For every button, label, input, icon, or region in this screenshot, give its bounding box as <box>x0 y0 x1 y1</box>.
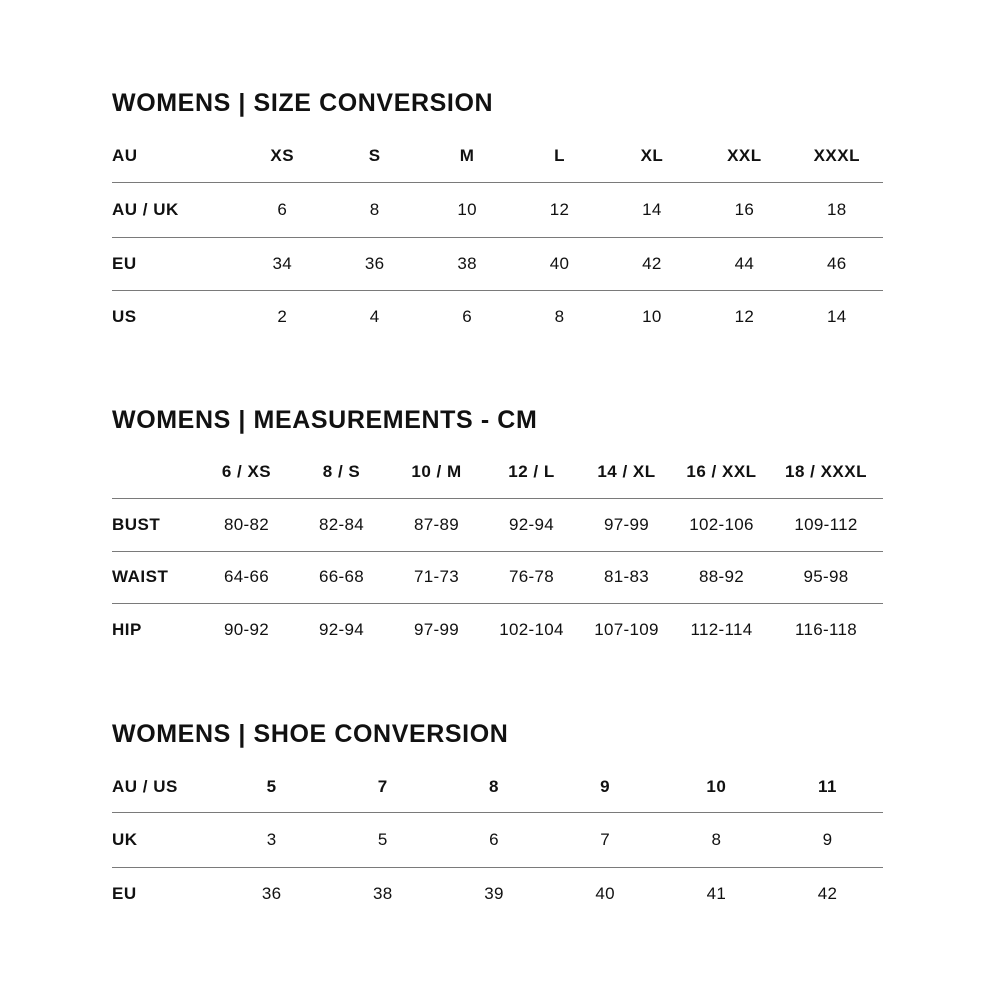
table-row <box>112 498 883 551</box>
table-cell: 10 <box>642 306 662 326</box>
table-cell: 39 <box>484 883 504 903</box>
table-cell: 42 <box>606 237 698 290</box>
table-cell: 18 <box>791 182 883 237</box>
row-label: US <box>112 306 137 326</box>
table-cell: 76-78 <box>484 551 579 603</box>
row-label: UK <box>112 812 216 867</box>
header-cell: AU <box>112 130 236 182</box>
header-cell: XS <box>236 130 328 182</box>
table-cell: 9 <box>772 812 883 867</box>
header-cell: 18 / XXXL <box>769 447 883 498</box>
table-cell: 87-89 <box>389 498 484 551</box>
table-header-row <box>112 763 883 812</box>
header-cell: 8 / S <box>294 447 389 498</box>
row-label: EU <box>112 237 236 290</box>
table-row <box>112 237 883 290</box>
table-cell: 90-92 <box>224 619 269 639</box>
table-row <box>112 603 883 656</box>
header-cell: 10 <box>661 763 772 812</box>
table-cell: 8 <box>554 306 565 326</box>
table-cell: 71-73 <box>389 551 484 603</box>
header-cell <box>112 447 199 498</box>
table-row <box>112 867 883 920</box>
table-cell: 6 <box>438 812 549 867</box>
table-cell: 102-104 <box>499 619 564 639</box>
table-cell: 40 <box>595 883 615 903</box>
header-cell: M <box>421 130 513 182</box>
row-label: WAIST <box>112 551 199 603</box>
header-cell: 16 / XXL <box>674 447 769 498</box>
table-cell: 14 <box>827 306 847 326</box>
table-cell: 92-94 <box>319 619 364 639</box>
header-cell: 12 / L <box>484 447 579 498</box>
table-header-row <box>112 447 883 498</box>
header-cell: 14 / XL <box>579 447 674 498</box>
row-label: HIP <box>112 619 142 639</box>
table-cell: 80-82 <box>199 498 294 551</box>
header-cell: 9 <box>550 763 661 812</box>
shoe-conversion-table <box>112 763 883 920</box>
table-cell: 36 <box>261 883 282 903</box>
table-cell: 44 <box>698 237 790 290</box>
size-conversion-title: WOMENS | SIZE CONVERSION <box>112 89 494 117</box>
table-cell: 102-106 <box>674 498 769 551</box>
table-cell: 41 <box>706 883 727 903</box>
table-cell: 12 <box>513 182 605 237</box>
measurements-table <box>112 447 883 656</box>
table-cell: 82-84 <box>294 498 389 551</box>
table-cell: 109-112 <box>769 498 883 551</box>
table-cell: 12 <box>734 306 755 326</box>
header-cell: L <box>513 130 605 182</box>
table-row <box>112 812 883 867</box>
table-cell: 38 <box>373 883 393 903</box>
table-cell: 66-68 <box>294 551 389 603</box>
size-conversion-table <box>112 130 883 343</box>
table-cell: 46 <box>791 237 883 290</box>
header-cell: 11 <box>772 763 883 812</box>
table-cell: 16 <box>698 182 790 237</box>
header-cell: XXL <box>698 130 790 182</box>
table-row <box>112 290 883 343</box>
header-cell: 10 / M <box>389 447 484 498</box>
table-cell: 5 <box>327 812 438 867</box>
table-cell: 92-94 <box>484 498 579 551</box>
row-label: BUST <box>112 498 199 551</box>
table-cell: 42 <box>817 883 838 903</box>
table-cell: 38 <box>421 237 513 290</box>
header-cell: 8 <box>438 763 549 812</box>
row-label: EU <box>112 883 137 903</box>
table-cell: 14 <box>606 182 698 237</box>
table-cell: 88-92 <box>674 551 769 603</box>
table-cell: 81-83 <box>579 551 674 603</box>
table-cell: 10 <box>421 182 513 237</box>
header-cell: S <box>328 130 420 182</box>
table-cell: 64-66 <box>199 551 294 603</box>
table-cell: 6 <box>236 182 328 237</box>
table-row <box>112 551 883 603</box>
table-cell: 2 <box>277 306 288 326</box>
table-cell: 8 <box>661 812 772 867</box>
size-conversion-section <box>112 88 883 338</box>
header-cell: AU / US <box>112 763 216 812</box>
table-cell: 97-99 <box>579 498 674 551</box>
table-cell: 7 <box>550 812 661 867</box>
header-cell: XXXL <box>791 130 883 182</box>
table-cell: 107-109 <box>594 619 659 639</box>
header-cell: 7 <box>327 763 438 812</box>
shoe-conversion-title: WOMENS | SHOE CONVERSION <box>112 720 509 748</box>
table-cell: 8 <box>328 182 420 237</box>
table-cell: 97-99 <box>414 619 459 639</box>
table-cell: 4 <box>369 306 380 326</box>
table-cell: 36 <box>328 237 420 290</box>
table-cell: 112-114 <box>690 619 753 639</box>
table-cell: 95-98 <box>769 551 883 603</box>
shoe-conversion-section <box>112 719 883 919</box>
header-cell: 6 / XS <box>199 447 294 498</box>
table-cell: 40 <box>513 237 605 290</box>
measurements-section <box>112 405 883 655</box>
table-cell: 3 <box>216 812 327 867</box>
table-cell: 34 <box>236 237 328 290</box>
table-row <box>112 182 883 237</box>
table-cell: 6 <box>462 306 472 326</box>
measurements-title: WOMENS | MEASUREMENTS - CM <box>112 406 538 434</box>
header-cell: XL <box>606 130 698 182</box>
table-header-row <box>112 130 883 182</box>
row-label: AU / UK <box>112 182 236 237</box>
header-cell: 5 <box>216 763 327 812</box>
table-cell: 116-118 <box>795 619 857 639</box>
